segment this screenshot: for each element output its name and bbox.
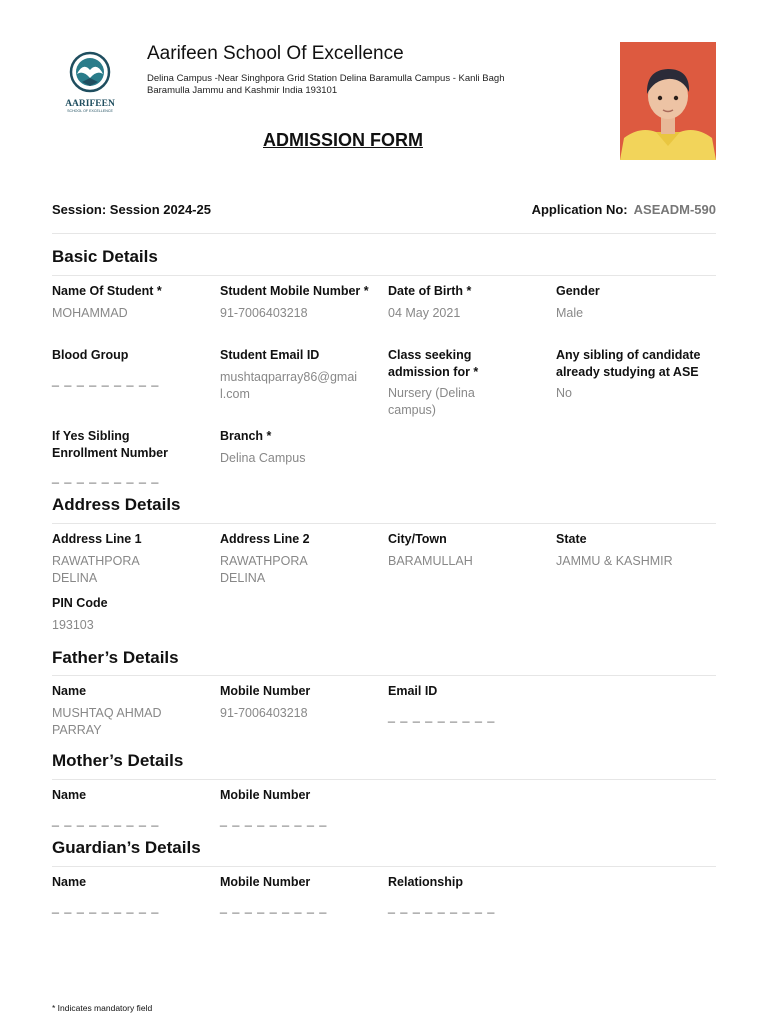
section-title-guardian: Guardian’s Details [52,838,201,857]
field-label: Name [52,875,87,889]
field-value-empty: _ _ _ _ _ _ _ _ _ [52,470,160,484]
field-value: MUSHTAQ AHMAD PARRAY [52,705,162,737]
application-label: Application No: [531,202,628,217]
field-label: Branch * [220,429,272,443]
field-value-empty: _ _ _ _ _ _ _ _ _ [52,372,160,387]
section-title-basic: Basic Details [52,247,158,266]
field-blood-group [52,347,212,387]
field-label: Gender [556,284,600,298]
field-guardian-name [52,874,212,914]
svg-text:SCHOOL OF EXCELLENCE: SCHOOL OF EXCELLENCE [67,109,113,113]
divider [52,523,716,524]
session-label: Session: Session 2024-25 [52,202,211,217]
field-gender [556,283,716,322]
school-address [147,73,547,97]
divider [52,675,716,676]
field-value: 04 May 2021 [388,305,461,320]
field-value: No [556,386,572,400]
field-student-name [52,283,212,322]
field-value: mushtaqparray86@gmail.com [220,369,358,401]
field-value-empty: _ _ _ _ _ _ _ _ _ [220,899,328,914]
field-pin-code [52,595,212,634]
field-label: Student Mobile Number * [220,284,369,298]
field-value: Male [556,305,584,320]
field-guardian-mobile [220,874,380,914]
field-label: Address Line 2 [220,532,310,546]
field-address-line1 [52,531,212,587]
field-label: Mobile Number [220,684,311,698]
field-sibling-enrollment [52,428,212,484]
field-value: Nursery (Delina campus) [388,386,475,417]
field-label: Relationship [388,875,464,889]
application-value: ASEADM-590 [633,202,716,217]
field-branch [220,428,380,467]
field-value: RAWATHPORA DELINA [52,553,140,585]
field-value: Delina Campus [220,450,306,465]
field-label: Class seeking admission for * [388,348,479,379]
field-class-seeking [388,347,548,419]
field-label: Any sibling of candidate already studying at ASE [556,348,701,379]
field-father-email [388,683,548,723]
section-title-mother: Mother’s Details [52,751,184,770]
field-sibling [556,347,716,402]
field-value: 193103 [52,617,94,632]
field-value: 91-7006403218 [220,305,308,320]
section-title-father: Father’s Details [52,648,179,667]
field-label: State [556,532,587,546]
field-value: MOHAMMAD [52,305,128,320]
divider [52,779,716,780]
field-value: 91-7006403218 [220,705,308,720]
field-label: Name Of Student * [52,284,162,298]
field-mother-mobile [220,787,380,827]
field-label: City/Town [388,532,447,546]
field-father-name [52,683,212,739]
field-label: Student Email ID [220,348,320,362]
field-label: Address Line 1 [52,532,142,546]
field-address-line2 [220,531,380,587]
field-label: PIN Code [52,596,108,610]
field-label: Date of Birth * [388,284,472,298]
field-label: Name [52,684,87,698]
form-title: ADMISSION FORM [263,130,423,150]
field-student-mobile [220,283,380,322]
field-father-mobile [220,683,380,722]
svg-text:AARIFEEN: AARIFEEN [65,99,115,109]
mandatory-field-note: * Indicates mandatory field [52,1003,153,1013]
field-value-empty: _ _ _ _ _ _ _ _ _ [52,812,160,827]
field-label: Email ID [388,684,438,698]
field-value-empty: _ _ _ _ _ _ _ _ _ [388,899,496,914]
divider [52,866,716,867]
field-value-empty: _ _ _ _ _ _ _ _ _ [388,708,496,723]
school-logo [62,48,118,114]
field-value-empty: _ _ _ _ _ _ _ _ _ [52,899,160,914]
application-number [532,202,716,217]
field-label: Mobile Number [220,788,311,802]
field-date-of-birth [388,283,548,322]
field-value: RAWATHPORA DELINA [220,553,308,585]
divider [52,233,716,234]
field-label: If Yes Sibling Enrollment Number [52,429,168,460]
section-title-address: Address Details [52,495,181,514]
field-value: JAMMU & KASHMIR [556,553,673,568]
session-row [52,202,716,217]
field-state [556,531,716,570]
school-name: Aarifeen School Of Excellence [147,43,404,64]
field-label: Mobile Number [220,875,311,889]
field-label: Blood Group [52,348,129,362]
field-value-empty: _ _ _ _ _ _ _ _ _ [220,812,328,827]
field-value: BARAMULLAH [388,553,473,568]
field-mother-name [52,787,212,827]
field-guardian-relationship [388,874,548,914]
field-city [388,531,548,570]
school-address-line1: Delina Campus -Near Singhpora Grid Station Delina Baramulla Campus - Kanli Bagh [147,73,505,84]
field-student-email [220,347,380,403]
field-label: Name [52,788,87,802]
divider [52,275,716,276]
school-address-line2: Baramulla Jammu and Kashmir India 193101 [147,85,338,96]
